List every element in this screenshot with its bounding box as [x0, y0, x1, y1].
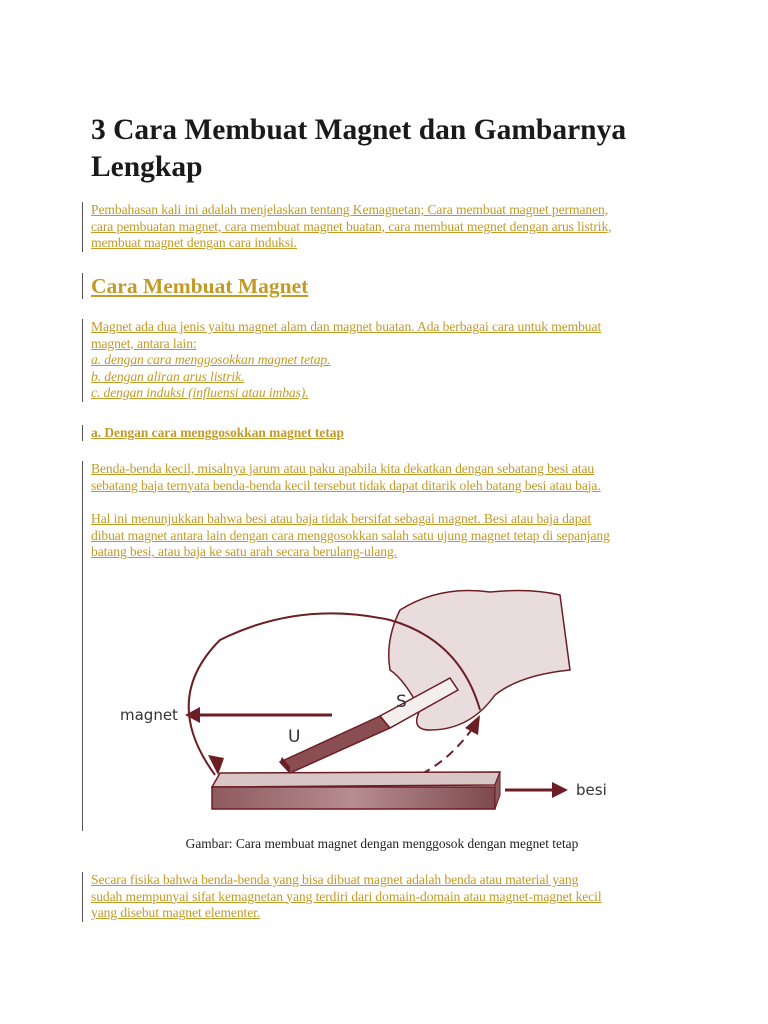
title-line: 3 Cara Membuat Magnet dan Gambarnya — [91, 114, 627, 146]
label-magnet: magnet — [120, 706, 178, 724]
label-iron: besi — [576, 781, 607, 799]
para3-link[interactable]: Secara fisika bahwa benda-benda yang bisa dibuat magnet adalah benda atau material yang — [91, 872, 579, 887]
subheading[interactable]: a. Dengan cara menggosokkan magnet tetap — [91, 425, 344, 440]
para2-link[interactable]: Hal ini menunjukkan bahwa besi atau baja tidak bersifat sebagai magnet. Besi atau baja dapat — [91, 511, 592, 527]
para3-link[interactable]: yang disebut magnet elementer. — [91, 905, 261, 921]
method-link-b[interactable]: b. dengan aliran arus listrik. — [91, 368, 245, 384]
intro-link[interactable]: Pembahasan kali ini adalah menjelaskan tentang Kemagnetan; Cara membuat magnet permanen, — [91, 202, 609, 217]
section-intro-link[interactable]: Magnet ada dua jenis yaitu magnet alam dan magnet buatan. Ada berbagai cara untuk membuat — [91, 319, 602, 334]
para1-link[interactable]: Benda-benda kecil, misalnya jarum atau paku apabila kita dekatkan dengan sebatang besi atau — [91, 461, 595, 476]
para2-link[interactable]: batang besi, atau baja ke satu arah secara berulang-ulang. — [91, 544, 397, 560]
label-north-pole: U — [288, 727, 301, 747]
intro-link[interactable]: cara pembuatan magnet, cara membuat magnet buatan, cara membuat megnet dengan arus listrik, — [91, 218, 612, 234]
para2-link[interactable]: dibuat magnet antara lain dengan cara menggosokkan salah satu ujung magnet tetap di sepanjang — [91, 527, 610, 543]
figure-caption: Gambar: Cara membuat magnet dengan menggosok dengan megnet tetap — [185, 836, 579, 851]
section-heading[interactable]: Cara Membuat Magnet — [91, 274, 309, 298]
para1-link[interactable]: sebatang baja ternyata benda-benda kecil tersebut tidak dapat ditarik oleh batang besi atau baja. — [91, 477, 601, 493]
section-heading-block — [82, 273, 308, 299]
subheading-block — [82, 425, 344, 441]
method-link-a[interactable]: a. dengan cara menggosokkan magnet tetap. — [91, 352, 331, 368]
method-link-c[interactable]: c. dengan induksi (influensi atau imbas). — [91, 385, 309, 401]
intro-link[interactable]: membuat magnet dengan cara induksi. — [91, 235, 298, 251]
iron-bar — [212, 772, 500, 809]
page-title — [91, 112, 626, 186]
label-south-pole: S — [396, 692, 407, 712]
intro-block — [82, 202, 611, 252]
section-intro-block — [82, 319, 601, 402]
title-line: Lengkap — [91, 151, 203, 183]
magnet-rubbing-illustration — [100, 580, 660, 820]
closing-block — [82, 872, 602, 922]
para3-link[interactable]: sudah mempunyai sifat kemagnetan yang terdiri dari domain-domain atau magnet-magnet kecil — [91, 888, 602, 904]
section-intro-link[interactable]: magnet, antara lain: — [91, 335, 197, 351]
